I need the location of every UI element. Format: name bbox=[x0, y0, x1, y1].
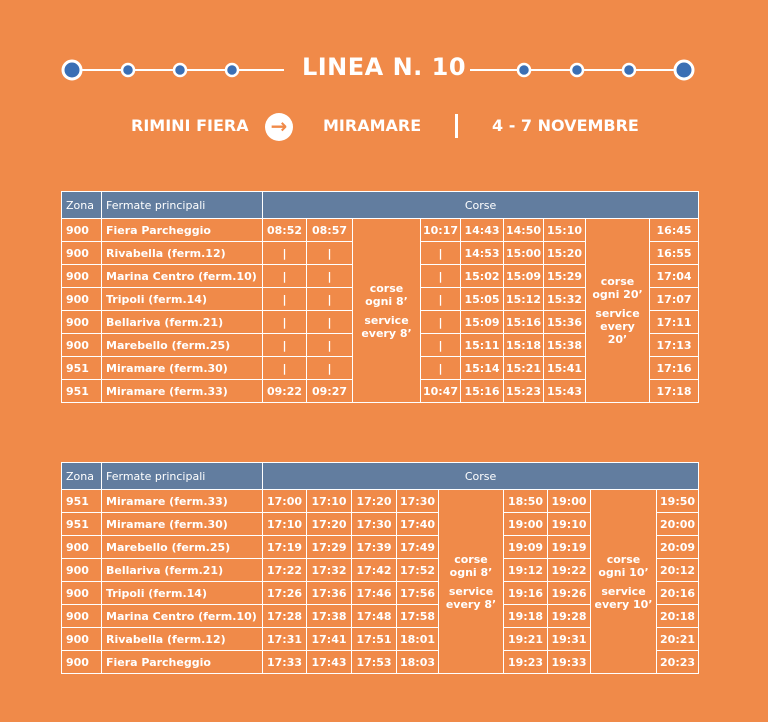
frequency-note bbox=[439, 490, 504, 674]
header-zona: Zona bbox=[62, 192, 102, 219]
time-cell: | bbox=[263, 265, 307, 288]
time-cell: 15:16 bbox=[504, 311, 544, 334]
time-cell: 15:23 bbox=[504, 380, 544, 403]
zona-cell: 900 bbox=[62, 288, 102, 311]
time-cell: 17:31 bbox=[263, 628, 307, 651]
timetable-outbound bbox=[61, 191, 699, 403]
time-cell: 19:10 bbox=[548, 513, 591, 536]
time-cell: | bbox=[421, 311, 461, 334]
time-cell: 19:18 bbox=[504, 605, 548, 628]
time-cell: 15:16 bbox=[461, 380, 504, 403]
zona-cell: 951 bbox=[62, 357, 102, 380]
time-cell: | bbox=[307, 334, 353, 357]
time-cell: 15:41 bbox=[544, 357, 586, 380]
time-cell: 17:28 bbox=[263, 605, 307, 628]
time-cell: 10:47 bbox=[421, 380, 461, 403]
time-cell: 09:27 bbox=[307, 380, 353, 403]
time-cell: 17:49 bbox=[397, 536, 439, 559]
time-cell: 15:29 bbox=[544, 265, 586, 288]
stop-name: Miramare (ferm.30) bbox=[102, 357, 263, 380]
time-cell: 17:00 bbox=[263, 490, 307, 513]
time-cell: 15:32 bbox=[544, 288, 586, 311]
time-cell: 14:43 bbox=[461, 219, 504, 242]
zona-cell: 900 bbox=[62, 242, 102, 265]
zona-cell: 900 bbox=[62, 311, 102, 334]
time-cell: 15:05 bbox=[461, 288, 504, 311]
frequency-note bbox=[353, 219, 421, 403]
time-cell: 15:12 bbox=[504, 288, 544, 311]
zona-cell: 951 bbox=[62, 513, 102, 536]
frequency-note bbox=[586, 219, 650, 403]
zona-cell: 900 bbox=[62, 559, 102, 582]
time-cell: 17:10 bbox=[307, 490, 352, 513]
time-cell: 17:16 bbox=[650, 357, 699, 380]
frequency-text: service bbox=[448, 584, 494, 598]
stop-name: Rivabella (ferm.12) bbox=[102, 242, 263, 265]
stop-name: Miramare (ferm.30) bbox=[102, 513, 263, 536]
time-cell: 17:13 bbox=[650, 334, 699, 357]
time-cell: 15:09 bbox=[504, 265, 544, 288]
route-dates: 4 - 7 NOVEMBRE bbox=[492, 116, 639, 135]
stop-name: Marina Centro (ferm.10) bbox=[102, 605, 263, 628]
time-cell: 17:42 bbox=[352, 559, 397, 582]
time-cell: 19:21 bbox=[504, 628, 548, 651]
time-cell: 20:21 bbox=[657, 628, 699, 651]
time-cell: 16:55 bbox=[650, 242, 699, 265]
time-cell: 08:52 bbox=[263, 219, 307, 242]
stop-name: Fiera Parcheggio bbox=[102, 651, 263, 674]
time-cell: | bbox=[421, 357, 461, 380]
route-node bbox=[518, 64, 530, 76]
time-cell: | bbox=[263, 242, 307, 265]
frequency-text: ogni 10’ bbox=[598, 565, 649, 579]
table-header bbox=[62, 463, 699, 490]
time-cell: 17:52 bbox=[397, 559, 439, 582]
divider bbox=[455, 114, 458, 138]
frequency-text: ogni 8’ bbox=[365, 294, 408, 308]
frequency-text: corse bbox=[369, 281, 404, 295]
time-cell: 17:51 bbox=[352, 628, 397, 651]
zona-cell: 951 bbox=[62, 380, 102, 403]
time-cell: 18:01 bbox=[397, 628, 439, 651]
time-cell: 19:12 bbox=[504, 559, 548, 582]
route-node bbox=[226, 64, 238, 76]
time-cell: 10:17 bbox=[421, 219, 461, 242]
time-cell: 20:16 bbox=[657, 582, 699, 605]
table-header bbox=[62, 192, 699, 219]
stop-name: Bellariva (ferm.21) bbox=[102, 559, 263, 582]
time-cell: | bbox=[263, 311, 307, 334]
time-cell: 15:11 bbox=[461, 334, 504, 357]
time-cell: | bbox=[421, 265, 461, 288]
route-to: MIRAMARE bbox=[323, 116, 422, 135]
header-corse: Corse bbox=[263, 463, 699, 490]
time-cell: | bbox=[263, 357, 307, 380]
time-cell: | bbox=[421, 334, 461, 357]
time-cell: 17:18 bbox=[650, 380, 699, 403]
time-cell: 15:18 bbox=[504, 334, 544, 357]
time-cell: 18:50 bbox=[504, 490, 548, 513]
time-cell: | bbox=[307, 242, 353, 265]
stop-name: Miramare (ferm.33) bbox=[102, 380, 263, 403]
time-cell: 17:26 bbox=[263, 582, 307, 605]
time-cell: 17:39 bbox=[352, 536, 397, 559]
table-row bbox=[62, 490, 699, 513]
time-cell: 19:00 bbox=[548, 490, 591, 513]
stop-name: Bellariva (ferm.21) bbox=[102, 311, 263, 334]
time-cell: 20:09 bbox=[657, 536, 699, 559]
frequency-text: service bbox=[364, 313, 409, 327]
route-node bbox=[571, 64, 583, 76]
time-cell: 17:53 bbox=[352, 651, 397, 674]
time-cell: | bbox=[307, 357, 353, 380]
frequency-text: ogni 8’ bbox=[449, 565, 493, 579]
time-cell: 15:43 bbox=[544, 380, 586, 403]
time-cell: 19:19 bbox=[548, 536, 591, 559]
time-cell: 09:22 bbox=[263, 380, 307, 403]
time-cell: 17:33 bbox=[263, 651, 307, 674]
frequency-text: corse bbox=[600, 275, 635, 288]
zona-cell: 900 bbox=[62, 334, 102, 357]
time-cell: 17:36 bbox=[307, 582, 352, 605]
stop-name: Tripoli (ferm.14) bbox=[102, 288, 263, 311]
time-cell: 17:19 bbox=[263, 536, 307, 559]
route-start-node bbox=[63, 61, 81, 79]
header-zona: Zona bbox=[62, 463, 102, 490]
route-line-graphic bbox=[0, 0, 768, 100]
time-cell: 17:32 bbox=[307, 559, 352, 582]
time-cell: | bbox=[421, 288, 461, 311]
zona-cell: 900 bbox=[62, 265, 102, 288]
time-cell: 15:09 bbox=[461, 311, 504, 334]
frequency-text: corse bbox=[606, 552, 641, 566]
time-cell: 17:46 bbox=[352, 582, 397, 605]
time-cell: | bbox=[263, 288, 307, 311]
time-cell: 17:20 bbox=[352, 490, 397, 513]
route-node bbox=[122, 64, 134, 76]
route-node bbox=[174, 64, 186, 76]
time-cell: 17:07 bbox=[650, 288, 699, 311]
header-corse: Corse bbox=[263, 192, 699, 219]
time-cell: 17:38 bbox=[307, 605, 352, 628]
time-cell: 17:11 bbox=[650, 311, 699, 334]
time-cell: 17:29 bbox=[307, 536, 352, 559]
time-cell: 17:30 bbox=[397, 490, 439, 513]
time-cell: 17:56 bbox=[397, 582, 439, 605]
stop-name: Rivabella (ferm.12) bbox=[102, 628, 263, 651]
time-cell: 19:26 bbox=[548, 582, 591, 605]
time-cell: 19:22 bbox=[548, 559, 591, 582]
time-cell: | bbox=[421, 242, 461, 265]
time-cell: | bbox=[307, 265, 353, 288]
stop-name: Tripoli (ferm.14) bbox=[102, 582, 263, 605]
time-cell: 20:12 bbox=[657, 559, 699, 582]
frequency-text: corse bbox=[454, 552, 488, 566]
zona-cell: 900 bbox=[62, 651, 102, 674]
frequency-text: service bbox=[601, 584, 646, 598]
stop-name: Marebello (ferm.25) bbox=[102, 334, 263, 357]
time-cell: 19:00 bbox=[504, 513, 548, 536]
time-cell: 19:28 bbox=[548, 605, 591, 628]
time-cell: 17:30 bbox=[352, 513, 397, 536]
frequency-note bbox=[591, 490, 657, 674]
frequency-text: every 10’ bbox=[594, 597, 653, 611]
arrow-right-icon: → bbox=[265, 113, 293, 141]
time-cell: 15:21 bbox=[504, 357, 544, 380]
time-cell: 17:48 bbox=[352, 605, 397, 628]
time-cell: 17:40 bbox=[397, 513, 439, 536]
time-cell: 20:18 bbox=[657, 605, 699, 628]
time-cell: 15:20 bbox=[544, 242, 586, 265]
zona-cell: 900 bbox=[62, 605, 102, 628]
stop-name: Marebello (ferm.25) bbox=[102, 536, 263, 559]
time-cell: | bbox=[307, 288, 353, 311]
time-cell: 17:22 bbox=[263, 559, 307, 582]
time-cell: 15:02 bbox=[461, 265, 504, 288]
time-cell: 20:00 bbox=[657, 513, 699, 536]
time-cell: 15:00 bbox=[504, 242, 544, 265]
time-cell: 15:38 bbox=[544, 334, 586, 357]
time-cell: 15:36 bbox=[544, 311, 586, 334]
zona-cell: 900 bbox=[62, 536, 102, 559]
time-cell: 19:50 bbox=[657, 490, 699, 513]
time-cell: 17:41 bbox=[307, 628, 352, 651]
time-cell: 19:23 bbox=[504, 651, 548, 674]
time-cell: 19:31 bbox=[548, 628, 591, 651]
zona-cell: 900 bbox=[62, 219, 102, 242]
time-cell: | bbox=[263, 334, 307, 357]
time-cell: 19:09 bbox=[504, 536, 548, 559]
frequency-text: every 8’ bbox=[361, 326, 412, 340]
time-cell: 17:04 bbox=[650, 265, 699, 288]
time-cell: 20:23 bbox=[657, 651, 699, 674]
time-cell: 18:03 bbox=[397, 651, 439, 674]
frequency-text: ogni 20’ bbox=[592, 288, 643, 301]
zona-cell: 951 bbox=[62, 490, 102, 513]
stop-name: Fiera Parcheggio bbox=[102, 219, 263, 242]
time-cell: 15:10 bbox=[544, 219, 586, 242]
frequency-text: service bbox=[595, 307, 640, 320]
route-from: RIMINI FIERA bbox=[131, 116, 249, 135]
time-cell: 15:14 bbox=[461, 357, 504, 380]
route-node bbox=[623, 64, 635, 76]
time-cell: 08:57 bbox=[307, 219, 353, 242]
table-row bbox=[62, 219, 699, 242]
zona-cell: 900 bbox=[62, 582, 102, 605]
frequency-text: every bbox=[600, 320, 635, 333]
time-cell: 19:16 bbox=[504, 582, 548, 605]
time-cell: | bbox=[307, 311, 353, 334]
time-cell: 16:45 bbox=[650, 219, 699, 242]
time-cell: 17:58 bbox=[397, 605, 439, 628]
time-cell: 19:33 bbox=[548, 651, 591, 674]
stop-name: Marina Centro (ferm.10) bbox=[102, 265, 263, 288]
page-title: LINEA N. 10 bbox=[301, 53, 467, 81]
timetable-return bbox=[61, 462, 699, 674]
stop-name: Miramare (ferm.33) bbox=[102, 490, 263, 513]
time-cell: 17:10 bbox=[263, 513, 307, 536]
header-fermate: Fermate principali bbox=[102, 463, 263, 490]
frequency-text: 20’ bbox=[607, 333, 628, 346]
route-end-node bbox=[675, 61, 693, 79]
time-cell: 14:53 bbox=[461, 242, 504, 265]
frequency-text: every 8’ bbox=[445, 597, 497, 611]
time-cell: 17:20 bbox=[307, 513, 352, 536]
zona-cell: 900 bbox=[62, 628, 102, 651]
time-cell: 14:50 bbox=[504, 219, 544, 242]
header-fermate: Fermate principali bbox=[102, 192, 263, 219]
time-cell: 17:43 bbox=[307, 651, 352, 674]
